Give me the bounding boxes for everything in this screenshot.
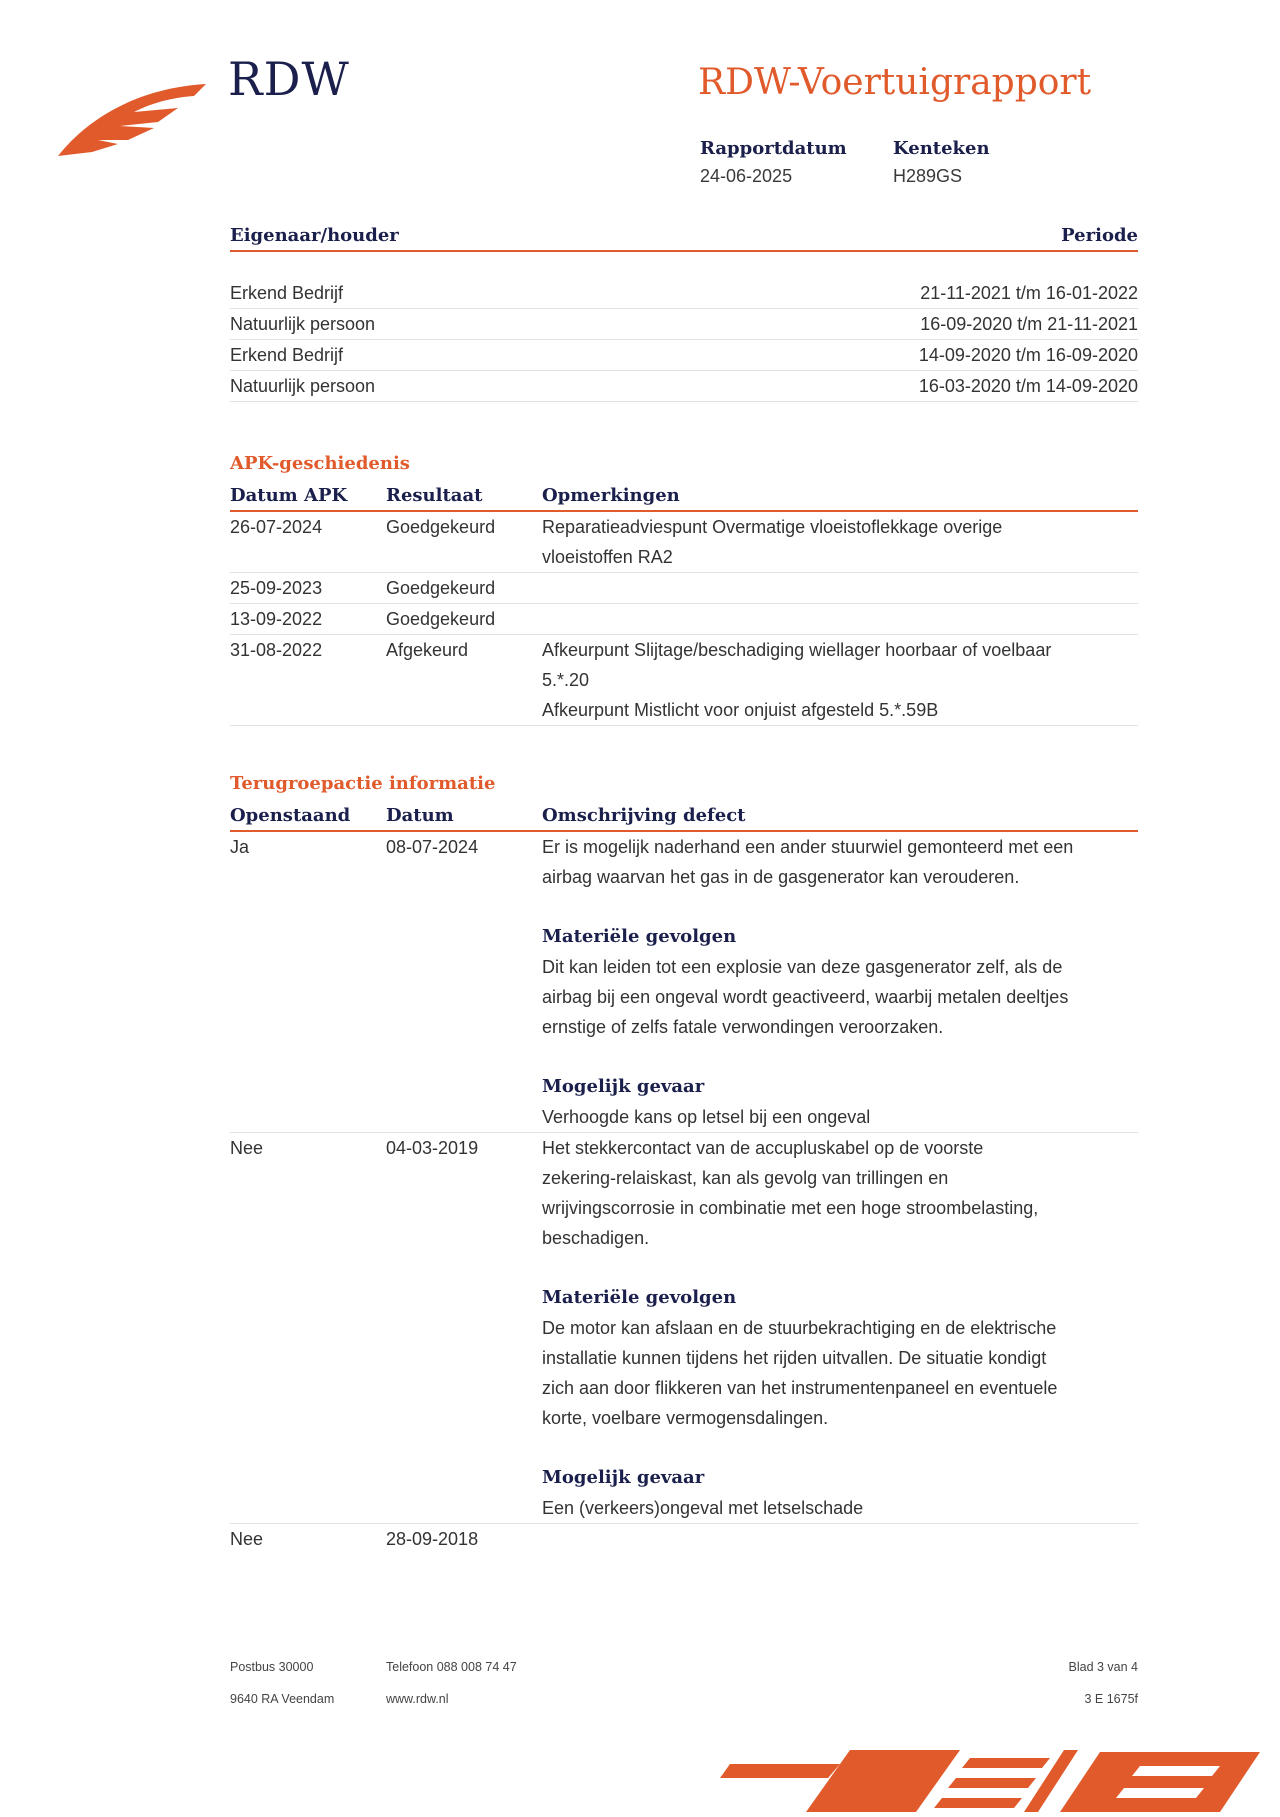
recall-open: Nee [230, 1529, 264, 1549]
footer-page-number: Blad 3 van 4 [1068, 1660, 1138, 1674]
recall-text-line: korte, voelbare vermogensdalingen. [542, 1408, 829, 1428]
plate-label: Kenteken [893, 138, 990, 159]
apk-row [230, 604, 1138, 635]
report-date-label: Rapportdatum [700, 138, 847, 159]
footer-address-line-2: 9640 RA Veendam [230, 1692, 335, 1706]
footer-website[interactable]: www.rdw.nl [386, 1692, 449, 1706]
apk-remark-line: Reparatieadviespunt Overmatige vloeistoflekkage overige [542, 517, 1003, 537]
apk-row [230, 635, 1138, 726]
recall-text-line: airbag bij een ongeval wordt geactiveerd, waarbij metalen deeltjes [542, 987, 1069, 1007]
plate-value: H289GS [893, 166, 963, 186]
owner-row [230, 278, 1138, 309]
apk-remarks [542, 512, 1138, 572]
spacer [542, 1042, 1138, 1072]
recall-text-line: Het stekkercontact van de accupluskabel op de voorste [542, 1138, 984, 1158]
apk-remark-line: Afkeurpunt Slijtage/beschadiging wiellager hoorbaar of voelbaar [542, 640, 1052, 660]
recall-section-title: Terugroepactie informatie [230, 773, 496, 794]
apk-date: 25-09-2023 [230, 578, 323, 598]
apk-result: Afgekeurd [386, 640, 469, 660]
recall-date-column-header: Datum [386, 805, 454, 826]
recall-description-column-header: Omschrijving defect [542, 805, 746, 826]
recall-table-header [230, 802, 1138, 832]
recall-text-line: beschadigen. [542, 1228, 650, 1248]
brand-name: RDW [228, 52, 350, 106]
recall-text-line: Een (verkeers)ongeval met letselschade [542, 1498, 864, 1518]
apk-remark-line: Afkeurpunt Mistlicht voor onjuist afgesteld 5.*.59B [542, 700, 939, 720]
apk-date: 26-07-2024 [230, 517, 323, 537]
apk-result: Goedgekeurd [386, 578, 496, 598]
owner-table-header [230, 222, 1138, 252]
owner-row [230, 371, 1138, 402]
recall-text-line: Er is mogelijk naderhand een ander stuurwiel gemonteerd met een [542, 837, 1074, 857]
rdw-wing-icon [58, 78, 208, 165]
owner-row [230, 340, 1138, 371]
recall-description [542, 1133, 1138, 1523]
apk-remarks-column-header: Opmerkingen [542, 485, 680, 506]
owner-period: 14-09-2020 t/m 16-09-2020 [918, 345, 1138, 365]
apk-date: 13-09-2022 [230, 609, 323, 629]
apk-result-column-header: Resultaat [386, 485, 483, 506]
apk-result: Goedgekeurd [386, 609, 496, 629]
apk-remark-line: vloeistoffen RA2 [542, 547, 673, 567]
possible-danger-heading: Mogelijk gevaar [542, 1076, 705, 1097]
report-date-value: 24-06-2025 [700, 166, 793, 186]
owner-type: Natuurlijk persoon [230, 314, 376, 334]
recall-text-line: installatie kunnen tijdens het rijden uitvallen. De situatie kondigt [542, 1348, 1047, 1368]
rdw-stripes-icon [720, 1748, 1280, 1817]
owner-period: 16-09-2020 t/m 21-11-2021 [920, 314, 1138, 334]
recall-row [230, 1524, 1138, 1554]
owner-column-header: Eigenaar/houder [230, 225, 399, 246]
owner-type: Natuurlijk persoon [230, 376, 376, 396]
recall-text-line: Verhoogde kans op letsel bij een ongeval [542, 1107, 871, 1127]
recall-section [230, 772, 1138, 1554]
owner-period: 16-03-2020 t/m 14-09-2020 [918, 376, 1138, 396]
recall-open: Ja [230, 837, 250, 857]
apk-remarks [542, 635, 1138, 725]
report-title: RDW-Voertuigrapport [698, 62, 1092, 103]
apk-result: Goedgekeurd [386, 517, 496, 537]
footer-phone: Telefoon 088 008 74 47 [386, 1660, 517, 1674]
owner-type: Erkend Bedrijf [230, 345, 344, 365]
footer-document-code: 3 E 1675f [1084, 1692, 1138, 1706]
apk-row [230, 573, 1138, 604]
recall-open: Nee [230, 1138, 264, 1158]
apk-date: 31-08-2022 [230, 640, 323, 660]
recall-date: 28-09-2018 [386, 1529, 479, 1549]
recall-text-line: De motor kan afslaan en de stuurbekrachtiging en de elektrische [542, 1318, 1057, 1338]
spacer [542, 1253, 1138, 1283]
period-column-header: Periode [1061, 225, 1138, 246]
owner-history-table [230, 222, 1138, 402]
apk-remark-line: 5.*.20 [542, 670, 590, 690]
material-consequences-heading: Materiële gevolgen [542, 926, 737, 947]
owner-type: Erkend Bedrijf [230, 283, 344, 303]
recall-text-line: Dit kan leiden tot een explosie van deze gasgenerator zelf, als de [542, 957, 1063, 977]
apk-remarks [542, 604, 1138, 634]
recall-text-line: zekering-relaiskast, kan als gevolg van trillingen en [542, 1168, 949, 1188]
recall-description [542, 1524, 1138, 1554]
apk-section-title: APK-geschiedenis [230, 453, 410, 474]
recall-text-line: zich aan door flikkeren van het instrumentenpaneel en eventuele [542, 1378, 1058, 1398]
recall-open-column-header: Openstaand [230, 805, 351, 826]
recall-text-line: wrijvingscorrosie in combinatie met een hoge stroombelasting, [542, 1198, 1039, 1218]
apk-history-section [230, 452, 1138, 726]
recall-text-line: ernstige of zelfs fatale verwondingen veroorzaken. [542, 1017, 944, 1037]
owner-row [230, 309, 1138, 340]
apk-table-header [230, 482, 1138, 512]
spacer [542, 892, 1138, 922]
recall-row [230, 832, 1138, 1133]
material-consequences-heading: Materiële gevolgen [542, 1287, 737, 1308]
spacer [542, 1433, 1138, 1463]
apk-date-column-header: Datum APK [230, 485, 348, 506]
recall-text-line: airbag waarvan het gas in de gasgenerator kan verouderen. [542, 867, 1020, 887]
footer-address-line-1: Postbus 30000 [230, 1660, 314, 1674]
recall-date: 04-03-2019 [386, 1138, 479, 1158]
apk-remarks [542, 573, 1138, 603]
recall-description [542, 832, 1138, 1132]
owner-period: 21-11-2021 t/m 16-01-2022 [920, 283, 1138, 303]
possible-danger-heading: Mogelijk gevaar [542, 1467, 705, 1488]
recall-date: 08-07-2024 [386, 837, 479, 857]
apk-row [230, 512, 1138, 573]
recall-row [230, 1133, 1138, 1524]
